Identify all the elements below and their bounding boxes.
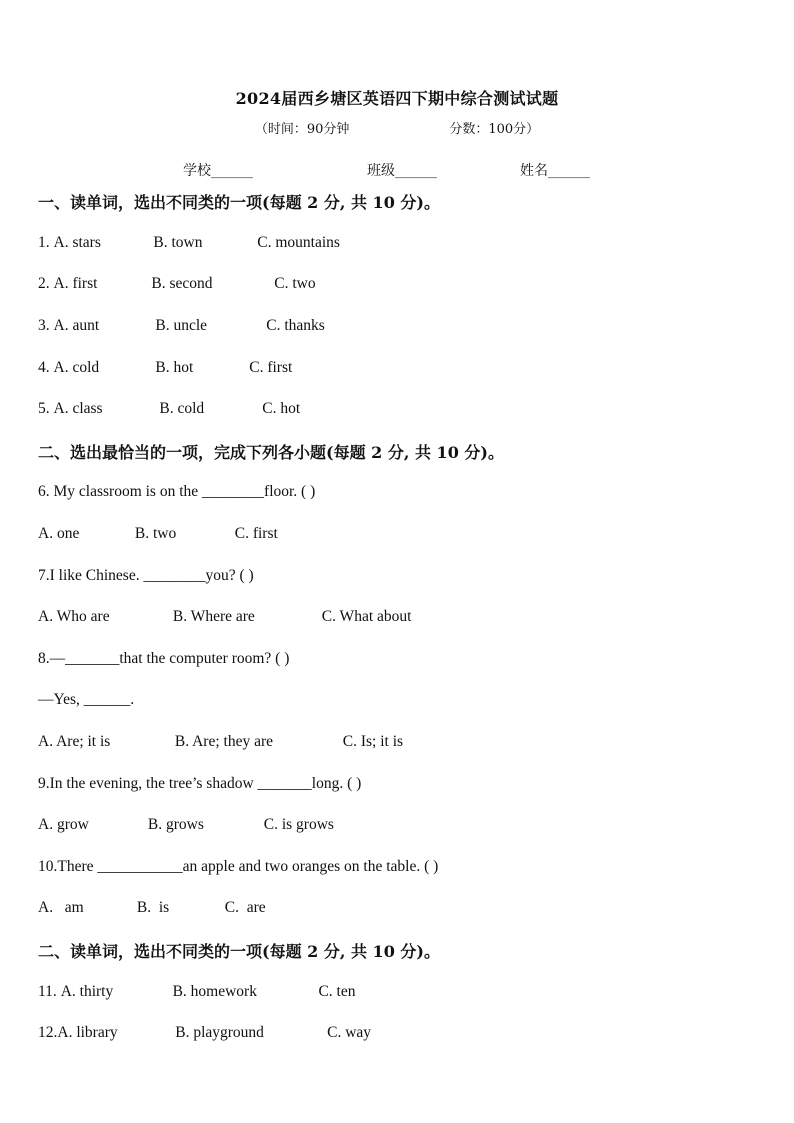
exam-title: 2024届西乡塘区英语四下期中综合测试试题 [235, 89, 559, 108]
exam-score: 分数：100分） [449, 122, 540, 137]
question-number: 12. [38, 1024, 58, 1041]
question-10-stem: 10.There ___________an apple and two oranges on the table. ( ) [38, 858, 439, 875]
exam-subtitle [0, 118, 794, 137]
option-a: A. thirty [60, 983, 114, 1000]
question-11 [38, 983, 355, 1001]
option-a: A. Who are [38, 608, 110, 625]
question-number: 5. [38, 400, 50, 417]
option-b: B. homework [172, 983, 257, 1000]
option-c: C. is grows [263, 816, 334, 833]
option-b: B. Are; they are [174, 733, 274, 750]
question-7-options [38, 608, 411, 626]
option-a: A. Are; it is [38, 733, 111, 750]
question-1 [38, 234, 340, 252]
question-number: 11. [38, 983, 61, 1000]
option-a: A. cold [53, 359, 100, 376]
option-c: C. mountains [257, 234, 340, 251]
option-c: C. two [274, 275, 316, 292]
question-7-stem: 7.I like Chinese. ________you? ( ) [38, 567, 254, 584]
option-a: A. class [53, 400, 103, 417]
option-c: C. are [224, 899, 266, 916]
option-c: C. first [234, 525, 278, 542]
option-b: B. uncle [155, 317, 208, 334]
option-b: B. playground [175, 1024, 264, 1041]
option-c: C. way [327, 1024, 372, 1041]
question-3 [38, 317, 325, 335]
option-b: B. hot [155, 359, 194, 376]
question-6-stem: 6. My classroom is on the ________floor. ( ) [38, 483, 316, 500]
question-10-options [38, 899, 266, 917]
question-12 [38, 1024, 371, 1042]
option-b: B. grows [147, 816, 204, 833]
section-1-heading: 一、读单词，选出不同类的一项(每题 2 分, 共 10 分)。 [38, 193, 440, 212]
option-a: A. first [53, 275, 98, 292]
question-8-options [38, 733, 403, 751]
school-field: 学校______ [183, 163, 253, 179]
option-b: B. cold [159, 400, 205, 417]
exam-time: （时间：90分钟 [254, 122, 350, 137]
section-3-heading: 二、读单词，选出不同类的一项(每题 2 分, 共 10 分)。 [38, 942, 440, 961]
option-c: C. What about [321, 608, 412, 625]
option-a: A. grow [38, 816, 89, 833]
option-b: B. two [134, 525, 177, 542]
option-a: A. am [38, 899, 84, 916]
option-a: A. library [57, 1024, 118, 1041]
question-9-stem: 9.In the evening, the tree’s shadow _______long. ( ) [38, 775, 362, 792]
question-number: 1. [38, 234, 50, 251]
name-field: 姓名______ [520, 163, 590, 179]
question-number: 3. [38, 317, 50, 334]
option-a: A. one [38, 525, 80, 542]
class-field: 班级______ [367, 163, 437, 179]
option-c: C. thanks [266, 317, 325, 334]
question-9-options [38, 816, 334, 834]
section-2-heading: 二、选出最恰当的一项，完成下列各小题(每题 2 分, 共 10 分)。 [38, 443, 504, 462]
question-number: 2. [38, 275, 50, 292]
option-a: A. stars [53, 234, 101, 251]
question-8-stem-2: —Yes, ______. [38, 691, 135, 708]
option-b: B. Where are [172, 608, 255, 625]
option-b: B. is [136, 899, 170, 916]
question-6-options [38, 525, 278, 543]
question-number: 4. [38, 359, 50, 376]
option-c: C. Is; it is [342, 733, 404, 750]
option-c: C. ten [318, 983, 356, 1000]
option-c: C. first [249, 359, 293, 376]
option-b: B. town [153, 234, 203, 251]
question-4 [38, 359, 292, 377]
question-8-stem: 8.—_______that the computer room? ( ) [38, 650, 290, 667]
option-a: A. aunt [53, 317, 100, 334]
question-2 [38, 275, 316, 293]
option-c: C. hot [262, 400, 301, 417]
question-5 [38, 400, 300, 418]
option-b: B. second [151, 275, 213, 292]
